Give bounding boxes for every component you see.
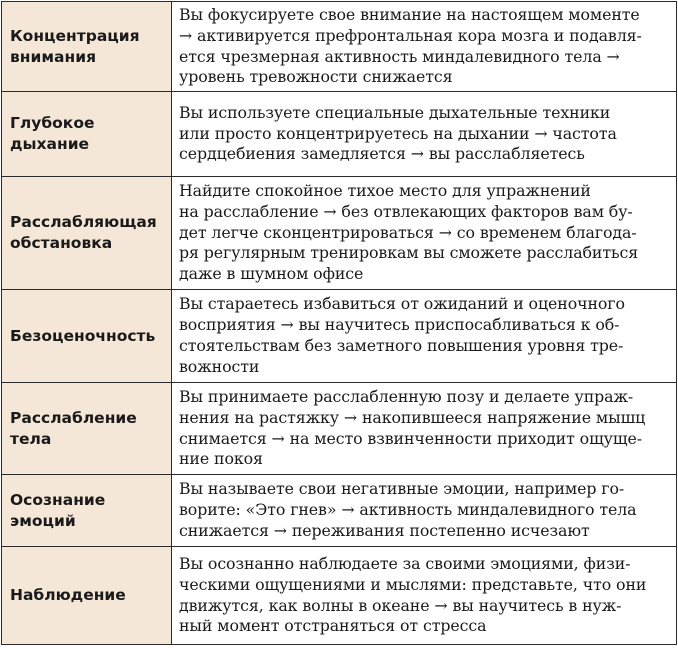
description-line: снижается → переживания постепенно исчезают [179, 520, 590, 540]
table-row [2, 177, 677, 290]
description-line: даже в шумном офисе [179, 264, 364, 284]
term-cell [2, 547, 172, 645]
description-line: движутся, как волны в океане → вы научитесь в нуж- [179, 595, 622, 615]
description-line: Вы осознанно наблюдаете за своими эмоциями, физи- [179, 553, 631, 573]
description-line: ворите: «Это гнев» → активность миндалевидного тела [179, 500, 637, 520]
description-line: ря регулярным тренировкам вы сможете расслабиться [179, 243, 639, 263]
description-line: уровень тревожности снижается [179, 67, 453, 87]
description-line: Вы фокусируете свое внимание на настоящем моменте [179, 4, 640, 24]
description-cell [172, 177, 677, 290]
term-line: дыхание [10, 135, 90, 153]
table-row [2, 383, 677, 475]
term-cell [2, 475, 172, 547]
description-line: ный момент отстраняться от стресса [179, 616, 487, 636]
description-cell [172, 290, 677, 383]
table-row [2, 2, 677, 92]
term-line: тела [10, 429, 52, 448]
description-line: Вы принимаете расслабленную позу и делаете упраж- [179, 386, 634, 406]
description-line: нения на растяжку → накопившееся напряжение мышц [179, 407, 646, 427]
term-cell [2, 290, 172, 383]
term-line: внимания [10, 47, 97, 66]
table-row [2, 475, 677, 547]
description-line: или просто концентрируетесь на дыхании → частота [179, 123, 617, 143]
description-line: Вы стараетесь избавиться от ожиданий и оценочного [179, 294, 625, 314]
description-cell [172, 92, 677, 177]
description-line: ние покоя [179, 449, 263, 469]
table-row [2, 290, 677, 383]
term-line: Глубокое [10, 114, 95, 132]
description-line: Вы используете специальные дыхательные техники [179, 102, 611, 122]
description-line: дет легче сконцентрироваться → со временем благода- [179, 222, 637, 242]
description-line: → активируется префронтальная кора мозга и подавля- [179, 25, 642, 45]
description-line: снимается → на место взвинченности приходит ощуще- [179, 428, 642, 448]
term-line: Расслабление [10, 408, 137, 427]
term-cell [2, 383, 172, 475]
term-cell [2, 177, 172, 290]
description-cell [172, 475, 677, 547]
description-line: Вы называете свои негативные эмоции, например го- [179, 479, 625, 499]
term-line: эмоций [10, 511, 76, 530]
description-line: Найдите спокойное тихое место для упражнений [179, 181, 591, 200]
description-line: ческими ощущениями и мыслями: представьте, что они [179, 574, 647, 594]
description-line: стоятельствам без заметного повышения уровня тре- [179, 336, 624, 355]
term-line: Осознание [10, 490, 106, 509]
description-line: на расслабление → без отвлекающих факторов вам бу- [179, 201, 633, 221]
description-line: сердцебиения замедляется → вы расслабляетесь [179, 144, 585, 164]
term-cell [2, 2, 172, 92]
term-cell [2, 92, 172, 177]
term-line: Наблюдение [10, 586, 126, 604]
table-row [2, 547, 677, 645]
techniques-table [1, 1, 677, 645]
table-row [2, 92, 677, 177]
term-line: Концентрация [10, 26, 140, 45]
description-line: вожности [179, 356, 260, 376]
term-line: обстановка [10, 234, 113, 252]
description-cell [172, 2, 677, 92]
description-line: восприятия → вы научитесь приспосабливаться к об- [179, 315, 620, 335]
description-cell [172, 547, 677, 645]
description-line: ется чрезмерная активность миндалевидного тела → [179, 46, 620, 66]
term-line: Расслабляющая [10, 213, 157, 231]
description-cell [172, 383, 677, 475]
term-line: Безоценочность [10, 326, 156, 345]
